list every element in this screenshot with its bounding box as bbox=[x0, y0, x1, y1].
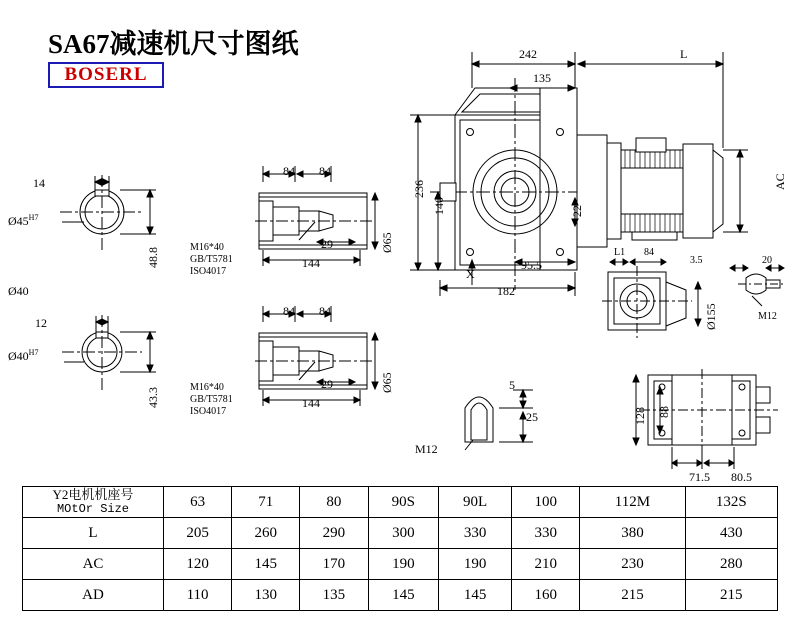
table-col-7: 132S bbox=[685, 487, 777, 518]
dim-5: 5 bbox=[509, 378, 515, 392]
dim-84-a2: 84 bbox=[283, 304, 295, 318]
bolt-spec-2-line2: GB/T5781 bbox=[190, 394, 233, 405]
table-row bbox=[23, 518, 778, 549]
dim-43-3: 43.3 bbox=[146, 387, 160, 408]
cell-AC-0: 120 bbox=[164, 549, 232, 580]
dim-144-1: 144 bbox=[302, 256, 320, 270]
table-row bbox=[23, 549, 778, 580]
cell-AC-2: 170 bbox=[300, 549, 368, 580]
brand-logo bbox=[48, 62, 164, 88]
m12-right-label: M12 bbox=[758, 311, 777, 322]
cell-AD-7: 215 bbox=[685, 580, 777, 611]
bolt-spec-1-line2: GB/T5781 bbox=[190, 254, 233, 265]
cell-AD-6: 215 bbox=[580, 580, 685, 611]
bolt-spec-1-line3: ISO4017 bbox=[190, 266, 227, 277]
cell-L-2: 290 bbox=[300, 518, 368, 549]
spec-table bbox=[22, 486, 778, 611]
cell-AC-5: 210 bbox=[512, 549, 580, 580]
dim-22: 22 bbox=[570, 205, 584, 217]
cell-AD-4: 145 bbox=[439, 580, 512, 611]
dim-14: 14 bbox=[33, 176, 45, 190]
dim-d65-1: Ø65 bbox=[380, 232, 394, 253]
cell-AD-2: 135 bbox=[300, 580, 368, 611]
cell-AC-1: 145 bbox=[232, 549, 300, 580]
cell-AD-5: 160 bbox=[512, 580, 580, 611]
dia-40-tol: H7 bbox=[28, 348, 39, 357]
dim-29-1: 29 bbox=[321, 237, 333, 251]
cell-AD-0: 110 bbox=[164, 580, 232, 611]
base-plan-view bbox=[630, 365, 790, 475]
table-row bbox=[23, 580, 778, 611]
dim-3-5: 3.5 bbox=[690, 255, 703, 266]
table-col-1: 71 bbox=[232, 487, 300, 518]
dim-84-b1: 84 bbox=[319, 164, 331, 178]
dim-236: 236 bbox=[412, 180, 426, 198]
cell-L-0: 205 bbox=[164, 518, 232, 549]
bolt-spec-2-line1: M16*40 bbox=[190, 382, 224, 393]
dim-71-5: 71.5 bbox=[689, 470, 710, 484]
dia-40-value: Ø40 bbox=[8, 349, 29, 363]
dim-L1: L1 bbox=[614, 247, 626, 258]
dim-140: 140 bbox=[432, 197, 446, 215]
dim-95-5: 95.5 bbox=[521, 258, 542, 272]
cell-L-3: 300 bbox=[368, 518, 439, 549]
dim-182: 182 bbox=[497, 284, 515, 298]
cell-L-5: 330 bbox=[512, 518, 580, 549]
dim-128: 128 bbox=[633, 407, 647, 425]
cell-AC-4: 190 bbox=[439, 549, 512, 580]
cell-L-7: 430 bbox=[685, 518, 777, 549]
dim-84-flange: 84 bbox=[644, 247, 654, 258]
dim-29-2: 29 bbox=[321, 377, 333, 391]
table-col-4: 90L bbox=[439, 487, 512, 518]
dim-d155: Ø155 bbox=[704, 303, 718, 330]
brand-logo-text: BOSERL bbox=[64, 64, 148, 85]
table-header-label bbox=[23, 487, 164, 518]
cell-AC-7: 280 bbox=[685, 549, 777, 580]
table-header-line2: MOtOr Size bbox=[56, 502, 129, 516]
m12-bottom-label: M12 bbox=[415, 442, 438, 456]
table-col-5: 100 bbox=[512, 487, 580, 518]
cell-AC-6: 230 bbox=[580, 549, 685, 580]
table-col-0: 63 bbox=[164, 487, 232, 518]
table-col-6: 112M bbox=[580, 487, 685, 518]
row-label-L: L bbox=[23, 518, 164, 549]
dim-84-b2: 84 bbox=[319, 304, 331, 318]
dim-L-top: L bbox=[680, 47, 688, 61]
dim-12: 12 bbox=[35, 316, 47, 330]
dim-20: 20 bbox=[762, 255, 772, 266]
row-label-AD: AD bbox=[23, 580, 164, 611]
dim-135: 135 bbox=[533, 71, 551, 85]
dim-242: 242 bbox=[519, 47, 537, 61]
table-col-3: 90S bbox=[368, 487, 439, 518]
cell-L-6: 380 bbox=[580, 518, 685, 549]
dia-45-label bbox=[8, 213, 38, 229]
dim-144-2: 144 bbox=[302, 396, 320, 410]
cell-AD-1: 130 bbox=[232, 580, 300, 611]
dia-45-value: Ø45 bbox=[8, 214, 29, 228]
dim-d65-2: Ø65 bbox=[380, 372, 394, 393]
dia-45-tol: H7 bbox=[28, 213, 39, 222]
cell-L-1: 260 bbox=[232, 518, 300, 549]
bolt-spec-1-line1: M16*40 bbox=[190, 242, 224, 253]
cell-AC-3: 190 bbox=[368, 549, 439, 580]
dia-40-label-2 bbox=[8, 348, 38, 364]
cell-AD-3: 145 bbox=[368, 580, 439, 611]
dim-84-a1: 84 bbox=[283, 164, 295, 178]
table-header-line1: Y2电机机座号 bbox=[52, 487, 134, 502]
page-title: SA67减速机尺寸图纸 bbox=[48, 29, 299, 59]
dia-40-label-1: Ø40 bbox=[8, 284, 29, 298]
dim-48-8: 48.8 bbox=[146, 247, 160, 268]
mark-x: X bbox=[466, 267, 475, 281]
dim-80-5: 80.5 bbox=[731, 470, 752, 484]
bolt-spec-2-line3: ISO4017 bbox=[190, 406, 227, 417]
dim-AC: AC bbox=[773, 173, 787, 190]
cell-L-4: 330 bbox=[439, 518, 512, 549]
row-label-AC: AC bbox=[23, 549, 164, 580]
dim-25: 25 bbox=[526, 410, 538, 424]
dim-88: 88 bbox=[657, 406, 671, 418]
table-header-row bbox=[23, 487, 778, 518]
flange-side-view bbox=[600, 260, 720, 350]
spec-table-body bbox=[23, 487, 778, 611]
table-col-2: 80 bbox=[300, 487, 368, 518]
